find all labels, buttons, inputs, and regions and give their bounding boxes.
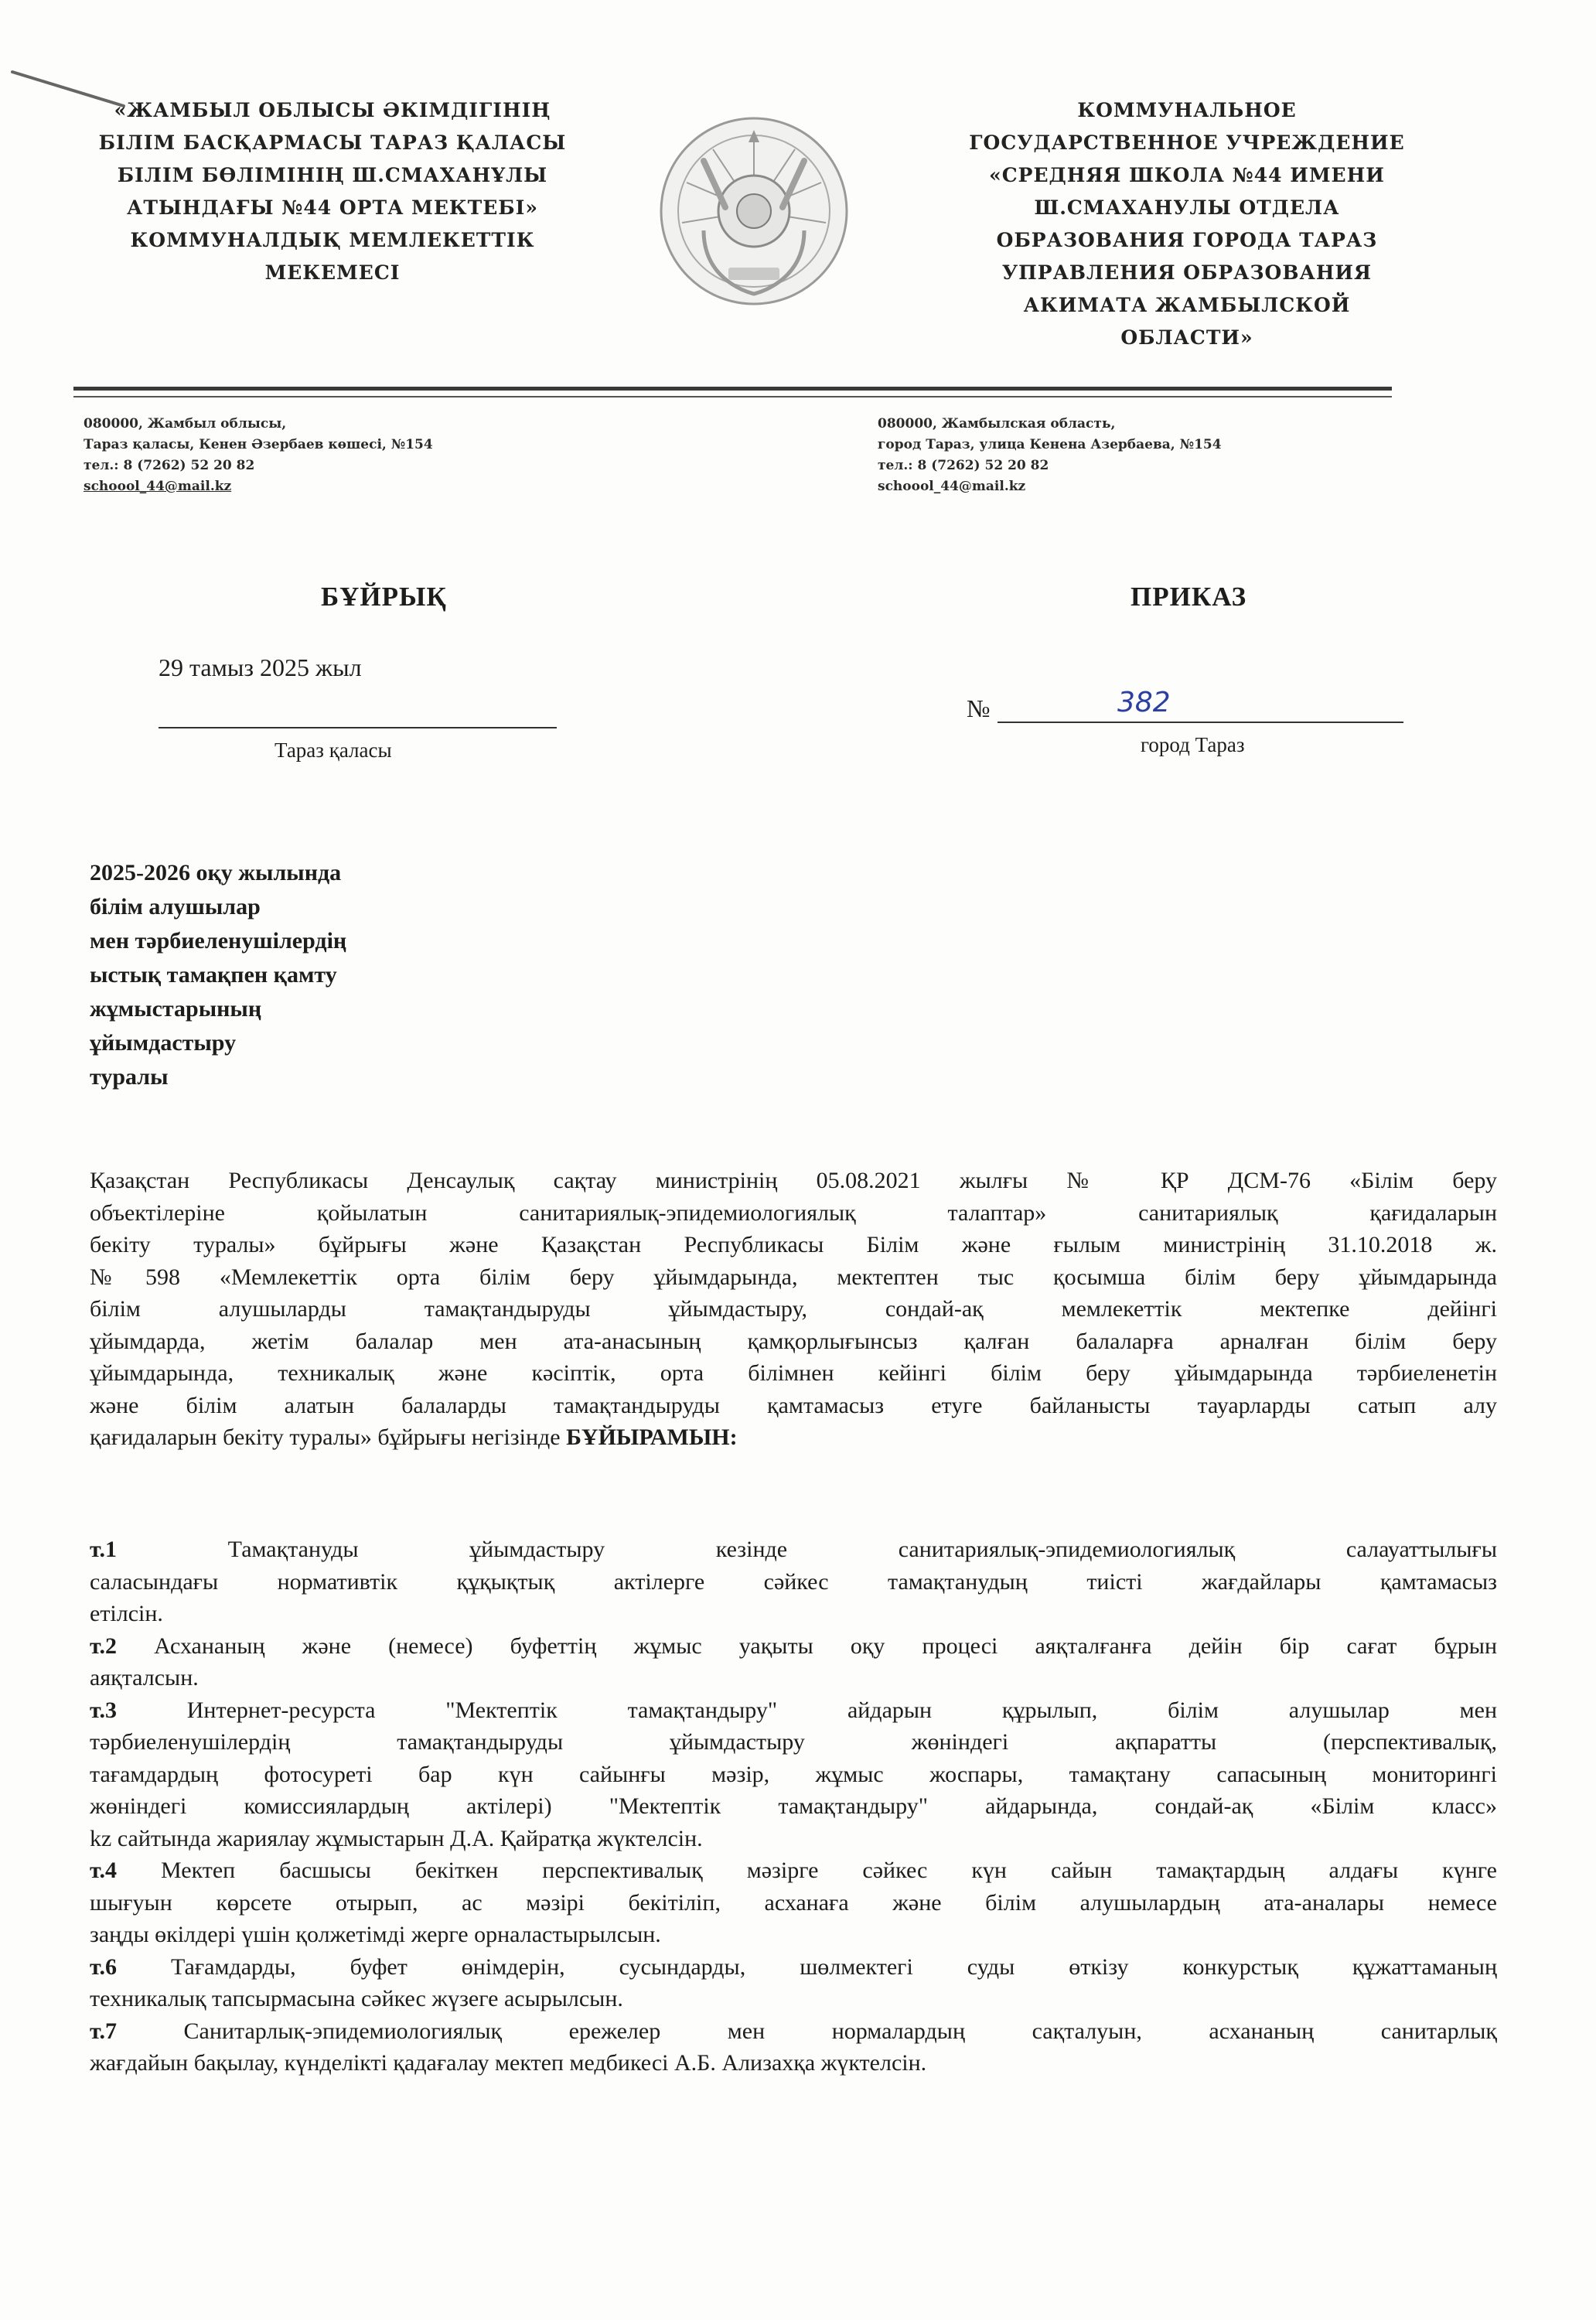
address-line: 080000, Жамбылская область,: [878, 416, 1116, 432]
header-ru-line: ОБЛАСТИ»: [1120, 326, 1253, 349]
state-emblem-icon: [657, 114, 851, 308]
preamble-line: білім алушыларды тамақтандыруды ұйымдастыру, сондай-ақ мемлекеттік мектепке дейінгі: [90, 1296, 1497, 1322]
item-7-first-line: [90, 2015, 1497, 2048]
header-kz: [97, 94, 568, 289]
preamble-line: ұйымдарында, техникалық және кәсіптік, орта білімнен кейінгі білім беру ұйымдарында тәрбиеленетін: [90, 1360, 1497, 1386]
address-line: тел.: 8 (7262) 52 20 82: [878, 458, 1049, 473]
header-ru-line: ГОСУДАРСТВЕННОЕ УЧРЕЖДЕНИЕ: [969, 131, 1405, 154]
header-ru-line: ОБРАЗОВАНИЯ ГОРОДА ТАРАЗ: [996, 229, 1378, 251]
header-divider-thin: [73, 396, 1392, 397]
address-line: тел.: 8 (7262) 52 20 82: [84, 458, 255, 473]
item-4-first-line: [90, 1854, 1497, 1887]
item-label: т.7: [90, 2018, 117, 2044]
item-3-first-line: [90, 1694, 1497, 1727]
header-kz-line: КОММУНАЛДЫҚ МЕМЛЕКЕТТІК: [130, 229, 535, 251]
subject-line: туралы: [90, 1064, 169, 1090]
address-line: город Тараз, улица Кенена Азербаева, №154: [878, 437, 1222, 452]
header-ru-line: Ш.СМАХАНУЛЫ ОТДЕЛА: [1034, 196, 1340, 219]
preamble-line: №598 «Мемлекеттік орта білім беру ұйымдарында, мектептен тыс қосымша білім беру ұйымдарында: [90, 1264, 1497, 1290]
number-underline: [998, 722, 1403, 723]
item-7-last-line: жағдайын бақылау, күнделікті қадағалау мектеп медбикесі А.Б. Ализахқа жүктелсін.: [90, 2050, 927, 2076]
order-number-handwritten: 382: [1117, 687, 1171, 718]
item-label: т.6: [90, 1953, 117, 1980]
header-kz-line: МЕКЕМЕСІ: [264, 261, 401, 284]
preamble-line: Қазақстан Республикасы Денсаулық сақтау министрінің 05.08.2021 жылғы № ҚР ДСМ-76 «Білім беру: [90, 1168, 1497, 1193]
header-ru-line: УПРАВЛЕНИЯ ОБРАЗОВАНИЯ: [1001, 261, 1373, 284]
header-ru-line: «СРЕДНЯЯ ШКОЛА №44 ИМЕНИ: [989, 164, 1385, 186]
city-kz: Тараз қаласы: [275, 739, 392, 762]
date-underline: [159, 727, 557, 728]
order-title-kz: БҰЙРЫҚ: [321, 582, 447, 612]
preamble-line-last: [90, 1421, 1497, 1454]
item-1-line: саласындағы нормативтік құқықтық актілерге сәйкес тамақтанудың тиісті жағдайлары қамтамасыз: [90, 1568, 1497, 1595]
item-4-line: шығуын көрсете отырып, ас мәзірі бекітіліп, асханаға және білім алушылардың ата-аналары немесе: [90, 1889, 1497, 1916]
decree-word: БҰЙЫРАМЫН:: [566, 1424, 738, 1450]
item-label: т.4: [90, 1858, 117, 1883]
item-text: Санитарлық-эпидемиологиялық ережелер мен нормалардың сақталуын, асхананың санитарлық: [116, 2018, 1497, 2044]
item-label: т.2: [90, 1633, 117, 1659]
preamble-last-text: қағидаларын бекіту туралы» бұйрығы негізінде: [90, 1424, 567, 1450]
order-subject: [90, 856, 346, 1094]
order-items: [90, 1534, 1497, 2079]
header-kz-line: АТЫНДАҒЫ №44 ОРТА МЕКТЕБІ»: [127, 196, 538, 219]
item-3-last-line: kz сайтында жариялау жұмыстарын Д.А. Қайратқа жүктелсін.: [90, 1825, 703, 1851]
email-link[interactable]: schoool_44@mail.kz: [84, 479, 232, 494]
item-3-line: тәрбиеленушілердің тамақтандыруды ұйымдастыру жөніндегі ақпаратты (перспективалық,: [90, 1729, 1497, 1755]
item-2-first-line: [90, 1630, 1497, 1663]
order-title-ru: ПРИКАЗ: [1130, 582, 1247, 612]
header-kz-line: БІЛІМ БӨЛІМІНІҢ Ш.СМАХАНҰЛЫ: [117, 164, 548, 186]
subject-line: ыстық тамақпен қамту: [90, 962, 337, 988]
item-3-line: тағамдардың фотосуреті бар күн сайынғы мәзір, жұмыс жоспары, тамақтану сапасының мониторингі: [90, 1761, 1497, 1787]
item-label: т.1: [90, 1537, 117, 1562]
item-text: Асхананың және (немесе) буфеттің жұмыс уақыты оқу процесі аяқталғанға дейін бір сағат бұрын: [116, 1633, 1497, 1659]
header-kz-line: «ЖАМБЫЛ ОБЛЫСЫ ӘКІМДІГІНІҢ: [114, 99, 551, 121]
item-3-line: жөніндегі комиссиялардың актілері) "Мектептік тамақтандыру" айдарында, сондай-ақ «Білім класс»: [90, 1793, 1497, 1819]
header-ru-line: КОММУНАЛЬНОЕ: [1077, 99, 1297, 121]
subject-line: жұмыстарының: [90, 996, 262, 1022]
preamble-line: бекіту туралы» бұйрығы және Қазақстан Республикасы Білім және ғылым министрінің 31.10.2018 ж.: [90, 1232, 1497, 1257]
item-text: Мектеп басшысы бекіткен перспективалық мәзірге сәйкес күн сайын тамақтардың алдағы күнге: [116, 1858, 1497, 1883]
item-4-last-line: заңды өкілдері үшін қолжетімді жерге орналастырылсын.: [90, 1922, 661, 1947]
item-2-last-line: аяқталсын.: [90, 1665, 199, 1691]
item-label: т.3: [90, 1697, 117, 1723]
item-1-first-line: [90, 1534, 1497, 1566]
subject-line: мен тәрбиеленушілердің: [90, 928, 347, 954]
address-ru: [878, 414, 1222, 497]
address-line: 080000, Жамбыл облысы,: [84, 416, 287, 432]
preamble-line: және білім алатын балаларды тамақтандыруды қамтамасыз етуге байланысты тауарларды сатып алу: [90, 1392, 1497, 1418]
item-text: Тағамдарды, буфет өнімдерін, сусындарды, шөлмектегі суды өткізу конкурстық құжаттаманың: [116, 1953, 1497, 1980]
item-1-last-line: етілсін.: [90, 1601, 163, 1626]
preamble-paragraph: [90, 1165, 1497, 1454]
address-kz: [84, 414, 433, 497]
city-ru: город Тараз: [1141, 733, 1245, 756]
header-ru: [924, 94, 1450, 354]
item-6-last-line: техникалық тапсырмасына сәйкес жүзеге асырылсын.: [90, 1986, 623, 2011]
email-text: schoool_44@mail.kz: [878, 479, 1026, 494]
item-6-first-line: [90, 1951, 1497, 1984]
header-kz-line: БІЛІМ БАСҚАРМАСЫ ТАРАЗ ҚАЛАСЫ: [98, 131, 567, 154]
item-text: Интернет-ресурста "Мектептік тамақтандыру" айдарын құрылып, білім алушылар мен: [116, 1697, 1497, 1723]
subject-line: 2025-2026 оқу жылында: [90, 860, 342, 885]
header-ru-line: АКИМАТА ЖАМБЫЛСКОЙ: [1023, 294, 1351, 316]
preamble-line: объектілеріне қойылатын санитариялық-эпидемиологиялық талаптар» санитариялық қағидаларын: [90, 1199, 1497, 1226]
item-text: Тамақтануды ұйымдастыру кезінде санитариялық-эпидемиологиялық салауаттылығы: [116, 1537, 1497, 1562]
address-line: Тараз қаласы, Кенен Әзербаев көшесі, №154: [84, 437, 433, 452]
preamble-line: ұйымдарда, жетім балалар мен ата-анасының қамқорлығынсыз қалған балаларға арналған білім беру: [90, 1328, 1497, 1354]
header-divider: [73, 387, 1392, 391]
order-number-sign: №: [967, 694, 991, 722]
order-date: 29 тамыз 2025 жыл: [159, 653, 362, 681]
subject-line: білім алушылар: [90, 894, 261, 919]
subject-line: ұйымдастыру: [90, 1030, 237, 1056]
